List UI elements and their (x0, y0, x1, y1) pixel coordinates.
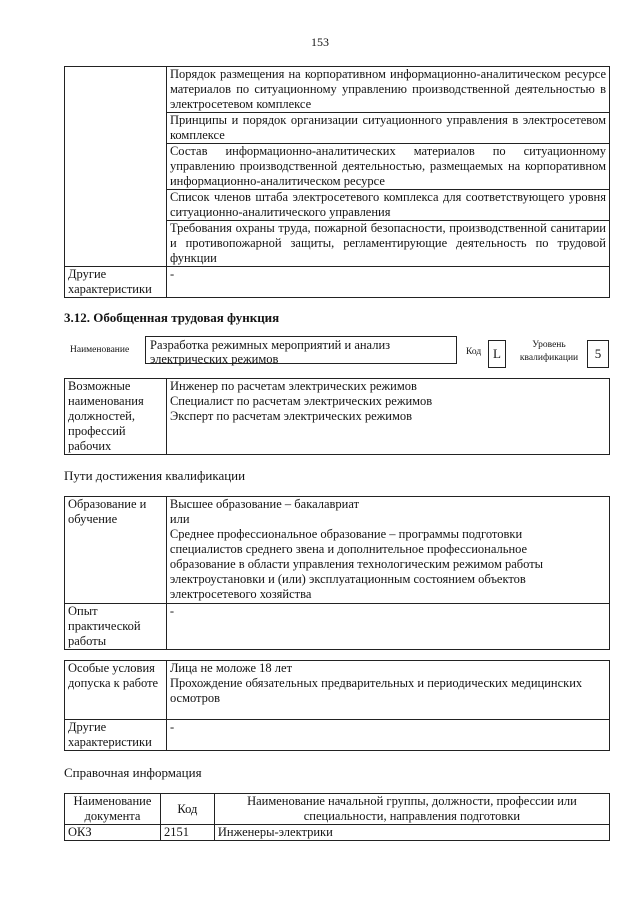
knowledge-item: Требования охраны труда, пожарной безопасности, производственной санитарии и противопожарной защиты, регламентирующие деятельность по трудовой функции (166, 221, 609, 267)
positions-table (64, 378, 610, 455)
knowledge-item: Список членов штаба электросетевого комплекса для соответствующего уровня ситуационно-аналитического управления (166, 190, 609, 221)
code-label: Код (466, 347, 482, 357)
ref-header-code: Код (160, 794, 214, 825)
education-line: или (169, 512, 190, 526)
level-label: Уровень квалификации (519, 340, 579, 363)
reference-title: Справочная информация (64, 765, 202, 780)
position-item: Эксперт по расчетам электрических режимов (169, 409, 413, 423)
knowledge-item: Принципы и порядок организации ситуационного управления в электросетевом комплексе (166, 113, 609, 144)
positions-label: Возможные наименования должностей, профессий рабочих (65, 379, 167, 455)
position-item: Инженер по расчетам электрических режимов (169, 379, 417, 393)
ref-code-cell: 2151 (160, 825, 214, 841)
admission-value (166, 661, 609, 720)
education-table (64, 496, 610, 650)
education-value (166, 497, 609, 604)
paths-title: Пути достижения квалификации (64, 468, 246, 483)
ref-header-name: Наименование начальной группы, должности, профессии или специальности, направления подготовки (214, 794, 609, 825)
admission-line: Лица не моложе 18 лет (169, 661, 293, 675)
knowledge-item: Порядок размещения на корпоративном информационно-аналитическом ресурсе материалов по ситуационному управлению производственной деятельностью в электросетевом комплексе (166, 67, 609, 113)
admission-other-label: Другие характеристики (65, 720, 167, 751)
knowledge-item: Состав информационно-аналитических материалов по ситуационному управлению производственной деятельностью, размещаемых на корпоративном информационно-аналитическом ресурсе (166, 144, 609, 190)
function-name-box: Разработка режимных мероприятий и анализ электрических режимов (145, 336, 457, 364)
section-title: 3.12. Обобщенная трудовая функция (64, 310, 280, 325)
name-label: Наименование (70, 345, 130, 355)
table-row (65, 825, 610, 841)
education-line: Высшее образование – бакалавриат (169, 497, 360, 511)
knowledge-table (64, 66, 610, 298)
other-characteristics-label: Другие характеристики (65, 267, 167, 298)
other-characteristics-value: - (166, 267, 609, 298)
positions-list (166, 379, 609, 455)
experience-value: - (166, 604, 609, 650)
ref-header-doc: Наименование документа (65, 794, 161, 825)
admission-table (64, 660, 610, 751)
ref-name-cell: Инженеры-электрики (214, 825, 609, 841)
level-box: 5 (587, 340, 609, 368)
admission-line: Прохождение обязательных предварительных и периодических медицинских осмотров (169, 676, 583, 705)
reference-table (64, 793, 610, 841)
page-number: 153 (311, 35, 329, 49)
education-label: Образование и обучение (65, 497, 167, 604)
admission-label: Особые условия допуска к работе (65, 661, 167, 720)
ref-doc-cell: ОКЗ (65, 825, 161, 841)
education-line: Среднее профессиональное образование – программы подготовки специалистов среднего звена и дополнительное профессиональное образование в области управления технологическим режимом работы электроустановки и (или) эксплуатационным состоянием объектов электросетевого хозяйства (169, 527, 544, 601)
experience-label: Опыт практической работы (65, 604, 167, 650)
code-box: L (488, 340, 506, 368)
admission-other-value: - (166, 720, 609, 751)
empty-label-cell (65, 67, 167, 267)
position-item: Специалист по расчетам электрических режимов (169, 394, 433, 408)
